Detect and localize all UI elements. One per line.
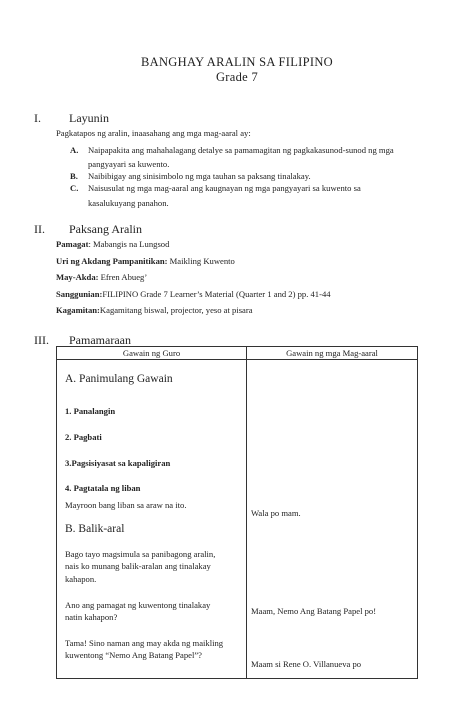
bago-text-line: kahapon. bbox=[65, 574, 97, 584]
pagsisiyasat-label: 3.Pagsisiyasat sa kapaligiran bbox=[65, 458, 171, 468]
document-subtitle: Grade 7 bbox=[215, 70, 258, 84]
layunin-item-letter: B. bbox=[70, 171, 78, 181]
bago-text-line: Bago tayo magsimula sa panibagong aralin, bbox=[65, 549, 216, 559]
tama-question-line: Tama! Sino naman ang may akda ng maikling bbox=[65, 638, 224, 648]
panimulang-gawain-heading: A. Panimulang Gawain bbox=[65, 373, 173, 385]
sagot-wala: Wala po mam. bbox=[251, 508, 301, 518]
ano-question-line: natin kahapon? bbox=[65, 612, 118, 622]
tama-question-line: kuwentong “Nemo Ang Batang Papel”? bbox=[65, 650, 202, 660]
field-value: Maikling Kuwento bbox=[167, 256, 235, 266]
section-number-paksa: II. bbox=[34, 222, 45, 236]
paksa-field-kagamitan bbox=[56, 305, 253, 315]
document-title: BANGHAY ARALIN SA FILIPINO bbox=[141, 55, 333, 69]
field-label: Pamagat bbox=[56, 239, 89, 249]
field-label: Uri ng Akdang Pampanitikan: bbox=[56, 256, 168, 266]
layunin-item-letter: A. bbox=[70, 145, 79, 155]
ano-question-line: Ano ang pamagat ng kuwentong tinalakay bbox=[65, 600, 211, 610]
field-value: Efren Abueg’ bbox=[98, 272, 148, 282]
section-title-paksa: Paksang Aralin bbox=[69, 222, 142, 236]
pamamaraan-table bbox=[56, 346, 418, 679]
guro-column bbox=[57, 360, 247, 679]
section-title-pamamaraan: Pamamaraan bbox=[69, 333, 131, 347]
field-value: : Mabangis na Lungsod bbox=[88, 239, 170, 249]
layunin-intro: Pagkatapos ng aralin, inaasahang ang mga mag-aaral ay: bbox=[56, 128, 251, 138]
field-value: Kagamitang biswal, projector, yeso at pisara bbox=[99, 305, 253, 315]
layunin-item-text: kasalukuyang panahon. bbox=[88, 198, 169, 208]
magaaral-column bbox=[247, 360, 418, 679]
bago-text-line: nais ko munang balik-aralan ang tinalakay bbox=[65, 561, 211, 571]
pagbati-label: 2. Pagbati bbox=[65, 432, 102, 442]
layunin-item-text: pangyayari sa kuwento. bbox=[88, 159, 170, 169]
pagtatala-label: 4. Pagtatala ng liban bbox=[65, 483, 141, 493]
paksa-field-sanggunian bbox=[56, 289, 331, 299]
paksa-field-pamagat bbox=[56, 239, 169, 249]
paksa-field-may-akda bbox=[56, 272, 147, 282]
panalangin-label: 1. Panalangin bbox=[65, 406, 116, 416]
table-header-magaaral: Gawain ng mga Mag-aaral bbox=[247, 347, 418, 360]
section-number-layunin: I. bbox=[34, 111, 41, 125]
layunin-item-text: Naipapakita ang mahahalagang detalye sa pamamagitan ng pagkakasunod-sunod ng mga bbox=[88, 145, 394, 155]
layunin-item-letter: C. bbox=[70, 183, 79, 193]
field-label: May-Akda: bbox=[56, 272, 99, 282]
table-header-guro: Gawain ng Guro bbox=[57, 347, 247, 360]
layunin-item-text: Naibibigay ang sinisimbolo ng mga tauhan sa paksang tinalakay. bbox=[88, 171, 311, 181]
sagot-nemo: Maam, Nemo Ang Batang Papel po! bbox=[251, 606, 377, 616]
paksa-field-uri bbox=[56, 256, 235, 266]
balik-aral-heading: B. Balik-aral bbox=[65, 523, 125, 535]
field-label: Sanggunian: bbox=[56, 289, 103, 299]
section-number-pamamaraan: III. bbox=[34, 333, 49, 347]
sagot-rene: Maam si Rene O. Villanueva po bbox=[251, 659, 362, 669]
section-title-layunin: Layunin bbox=[69, 111, 109, 125]
field-value: FILIPINO Grade 7 Learner’s Material (Quarter 1 and 2) pp. 41-44 bbox=[102, 289, 331, 299]
field-label: Kagamitan: bbox=[56, 305, 100, 315]
liban-question: Mayroon bang liban sa araw na ito. bbox=[65, 500, 187, 510]
layunin-item-text: Naisusulat ng mga mag-aaral ang kaugnayan ng mga pangyayari sa kuwento sa bbox=[88, 183, 361, 193]
